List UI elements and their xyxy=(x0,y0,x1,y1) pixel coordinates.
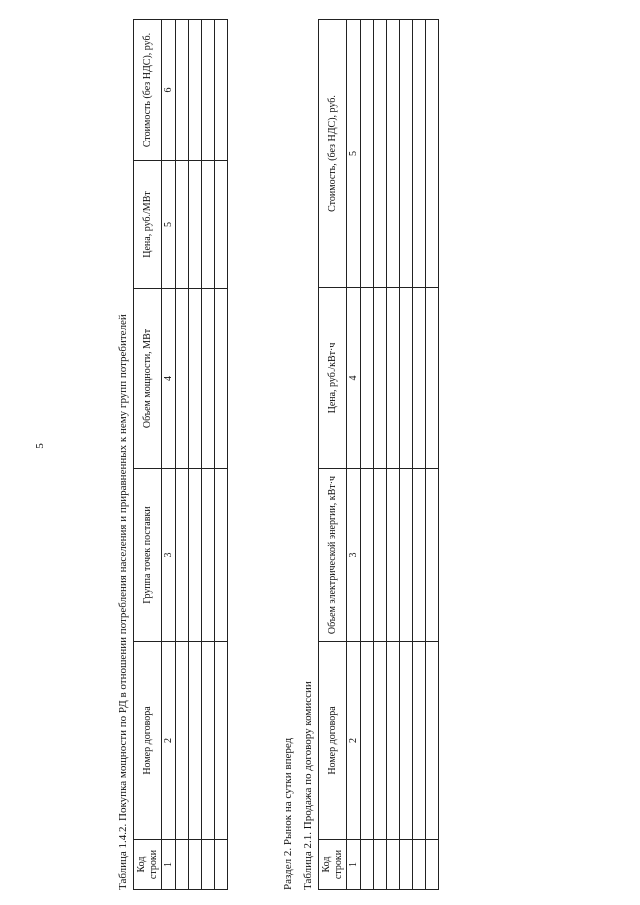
table1-header-group: Группа точек поставки xyxy=(134,469,162,642)
table1-header-cost: Стоимость (без НДС), руб. xyxy=(134,20,162,161)
table2-num-2: 2 xyxy=(347,642,361,840)
table-row xyxy=(361,20,374,890)
table2-num-1: 1 xyxy=(347,840,361,890)
table1-num-5: 5 xyxy=(162,161,176,289)
table1-num-6: 6 xyxy=(162,20,176,161)
table2-header-code: Код строки xyxy=(319,840,347,890)
table-row xyxy=(426,20,439,890)
table2-num-3: 3 xyxy=(347,469,361,642)
table1-num-4: 4 xyxy=(162,289,176,469)
table1-num-1: 1 xyxy=(162,840,176,890)
table1-header-code: Код строки xyxy=(134,840,162,890)
table1-header-price: Цена, руб./МВт xyxy=(134,161,162,289)
table1-num-3: 3 xyxy=(162,469,176,642)
table1-header-volume: Объем мощности, МВт xyxy=(134,289,162,469)
table1-header-row xyxy=(134,20,162,890)
table2-number-row xyxy=(347,20,361,890)
table1-number-row xyxy=(162,20,176,890)
table2-header-volume: Объем электрической энергии, кВт·ч xyxy=(319,469,347,642)
table-row xyxy=(189,20,202,890)
table1-num-2: 2 xyxy=(162,642,176,840)
table1-caption: Таблица 1.4.2. Покупка мощности по РД в отношении потребления населения и приравненных к нему групп потребителей xyxy=(117,314,129,890)
page-number: 5 xyxy=(34,443,46,449)
table2 xyxy=(318,19,439,890)
table-row xyxy=(215,20,228,890)
table1 xyxy=(133,19,228,890)
table1-header-contract: Номер договора xyxy=(134,642,162,840)
table2-num-4: 4 xyxy=(347,288,361,469)
table-row xyxy=(400,20,413,890)
table-row xyxy=(202,20,215,890)
table2-header-row xyxy=(319,20,347,890)
table2-header-cost: Стоимость, (без НДС), руб. xyxy=(319,20,347,288)
table-row xyxy=(387,20,400,890)
table2-num-5: 5 xyxy=(347,20,361,288)
table2-header-price: Цена, руб./кВт·ч xyxy=(319,288,347,469)
table-row xyxy=(176,20,189,890)
table-row xyxy=(374,20,387,890)
table2-header-contract: Номер договора xyxy=(319,642,347,840)
table-row xyxy=(413,20,426,890)
table2-caption: Таблица 2.1. Продажа по договору комиссии xyxy=(302,681,314,890)
section2-title: Раздел 2. Рынок на сутки вперед xyxy=(282,737,294,890)
